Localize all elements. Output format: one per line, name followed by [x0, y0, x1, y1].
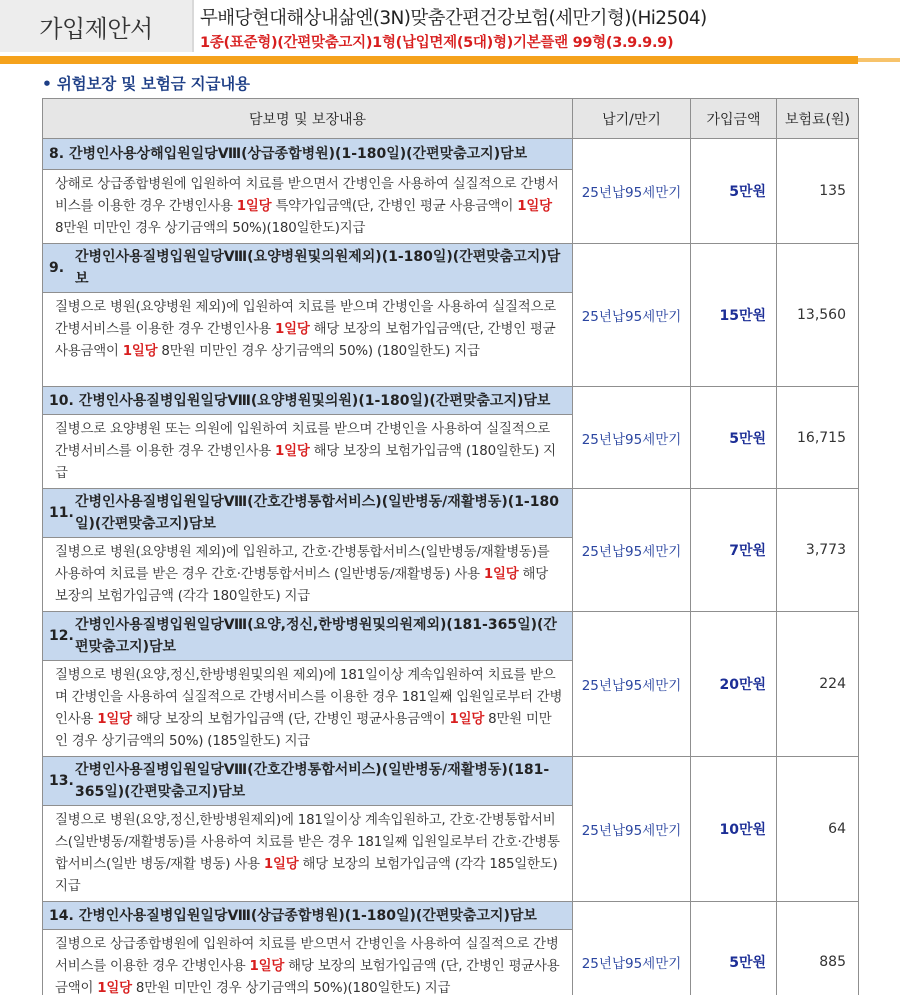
header-coverage: 담보명 및 보장내용 — [43, 99, 573, 139]
desc-highlight: 1일당 — [122, 344, 158, 359]
coverage-title-row — [43, 387, 859, 415]
premium-cell: 3,773 — [777, 489, 859, 612]
coverage-description — [43, 415, 573, 489]
term-cell: 25년납95세만기 — [573, 612, 691, 757]
premium-cell: 135 — [777, 139, 859, 244]
coverage-description — [43, 170, 573, 244]
amount-cell: 20만원 — [691, 612, 777, 757]
coverage-description — [43, 806, 573, 902]
desc-highlight: 1일당 — [236, 199, 272, 214]
desc-text: 해당 보장의 보험가입금액 (단, 간병인 평균사용금액이 — [131, 712, 450, 727]
desc-text: 8만원 미만인 경우 상기금액의 50%)(180일한도) 지급 — [131, 981, 451, 995]
coverage-title-cell — [43, 387, 573, 415]
term-cell: 25년납95세만기 — [573, 387, 691, 489]
desc-highlight: 1일당 — [517, 199, 552, 214]
amount-cell: 5만원 — [691, 387, 777, 489]
coverage-title-row — [43, 489, 859, 538]
desc-highlight: 1일당 — [97, 712, 132, 727]
desc-highlight: 1일당 — [449, 712, 485, 727]
header-accent-bar-tail — [858, 58, 900, 62]
coverage-title-row — [43, 244, 859, 293]
desc-highlight: 1일당 — [275, 322, 310, 337]
coverage-number: 9. — [49, 260, 65, 276]
amount-cell: 5만원 — [691, 902, 777, 995]
coverage-title: 간병인사용질병입원일당Ⅷ(요양,정신,한방병원및의원제외)(181-365일)(간편맞춤고지)담보 — [75, 617, 557, 655]
coverage-title-cell — [43, 139, 573, 170]
amount-cell: 7만원 — [691, 489, 777, 612]
coverage-description — [43, 538, 573, 612]
desc-highlight: 1일당 — [249, 959, 285, 974]
desc-text: 상해로 상급종합병원에 입원하여 치료를 받으면서 간병인을 사용하여 실질적으로 간병서비스를 이용한 경우 간병인사용 — [55, 177, 559, 214]
desc-text: 해당 보장의 보험가입금액 (각각 180일한도) 지급 — [55, 567, 548, 604]
coverage-title-cell — [43, 902, 573, 930]
coverage-title: 간병인사용질병입원일당Ⅷ(요양병원및의원제외)(1-180일)(간편맞춤고지)담보 — [75, 249, 561, 287]
desc-text: 해당 보장의 보험가입금액 (각각 185일한도) 지급 — [55, 857, 558, 894]
term-cell: 25년납95세만기 — [573, 244, 691, 387]
coverage-title-row — [43, 612, 859, 661]
coverage-number: 14. — [49, 907, 74, 924]
document-title: 가입제안서 — [0, 0, 192, 52]
desc-text: 8만원 미만인 경우 상기금액의 50%) (185일한도) 지급 — [55, 712, 552, 749]
desc-text: 질병으로 요양병원 또는 의원에 입원하여 치료를 받으며 간병인을 사용하여 실질적으로 간병서비스를 이용한 경우 간병인사용 — [55, 422, 550, 459]
coverage-number: 12. — [49, 628, 74, 644]
premium-cell: 64 — [777, 757, 859, 902]
amount-cell: 5만원 — [691, 139, 777, 244]
coverage-description — [43, 293, 573, 387]
coverage-description — [43, 930, 573, 995]
term-cell: 25년납95세만기 — [573, 902, 691, 995]
coverage-title-cell — [43, 244, 573, 293]
coverage-title-row — [43, 757, 859, 806]
coverage-title-row — [43, 139, 859, 170]
coverage-number: 11. — [49, 505, 74, 521]
coverage-title: 간병인사용질병입원일당Ⅷ(상급종합병원)(1-180일)(간편맞춤고지)담보 — [78, 907, 537, 924]
desc-text: 질병으로 병원(요양,정신,한방병원제외)에 181일이상 계속입원하고, 간호·간병통합서비스(일반병동/재활병동)를 사용하여 치료를 받은 경우 181일째 입원일로부터 간호·간병통합서비스(일반 병동/재활 병동) 사용 — [55, 813, 560, 872]
desc-text: 질병으로 병원(요양병원 제외)에 입원하고, 간호·간병통합서비스(일반병동/재활병동)를 사용하여 치료를 받은 경우 간호·간병통합서비스 (일반병동/재활병동) 사용 — [55, 545, 550, 582]
desc-text: 질병으로 병원(요양,정신,한방병원및의원 제외)에 181일이상 계속입원하여 치료를 받으며 간병인을 사용하여 실질적으로 간병서비스를 이용한 경우 181일째 입원일로부터 간병인사용 — [55, 668, 563, 727]
header-amount: 가입금액 — [691, 99, 777, 139]
coverage-description — [43, 661, 573, 757]
coverage-title-cell — [43, 489, 573, 538]
amount-cell: 15만원 — [691, 244, 777, 387]
premium-cell: 885 — [777, 902, 859, 995]
desc-text: 해당 보장의 보험가입금액 (단, 간병인 평균사용금액이 — [55, 959, 560, 995]
desc-highlight: 1일당 — [263, 857, 299, 872]
desc-highlight: 1일당 — [483, 567, 519, 582]
section-title: • 위험보장 및 보험금 지급내용 — [42, 75, 250, 93]
coverage-title: 간병인사용상해입원일당Ⅷ(상급종합병원)(1-180일)(간편맞춤고지)담보 — [68, 146, 528, 162]
desc-text: 질병으로 병원(요양병원 제외)에 입원하여 치료를 받으며 간병인을 사용하여 실질적으로 간병서비스를 이용한 경우 간병인사용 — [55, 300, 556, 337]
desc-text: 해당 보장의 보험가입금액 (180일한도) 지급 — [55, 444, 556, 481]
premium-cell: 16,715 — [777, 387, 859, 489]
header-term: 납기/만기 — [573, 99, 691, 139]
coverage-number: 10. — [49, 392, 74, 409]
desc-text: 질병으로 상급종합병원에 입원하여 치료를 받으면서 간병인을 사용하여 실질적으로 간병서비스를 이용한 경우 간병인사용 — [55, 937, 559, 974]
desc-highlight: 1일당 — [97, 981, 132, 995]
premium-cell: 13,560 — [777, 244, 859, 387]
plan-name: 1종(표준형)(간편맞춤고지)1형(납입면제(5대)형)기본플랜 99형(3.9.9.9) — [200, 35, 674, 51]
benefits-table — [42, 98, 859, 995]
coverage-title-row — [43, 902, 859, 930]
header-premium: 보험료(원) — [777, 99, 859, 139]
desc-text: 특약가입금액(단, 간병인 평균 사용금액이 — [271, 199, 518, 214]
coverage-title-cell — [43, 757, 573, 806]
header-accent-bar — [0, 56, 858, 64]
coverage-title-cell — [43, 612, 573, 661]
term-cell: 25년납95세만기 — [573, 757, 691, 902]
coverage-number: 13. — [49, 773, 74, 789]
desc-text: 8만원 미만인 경우 상기금액의 50%)(180일한도)지급 — [55, 221, 366, 236]
desc-text: 8만원 미만인 경우 상기금액의 50%) (180일한도) 지급 — [157, 344, 480, 359]
table-header-row — [43, 99, 859, 139]
desc-text: 해당 보장의 보험가입금액(단, 간병인 평균사용금액이 — [55, 322, 556, 359]
coverage-title: 간병인사용질병입원일당Ⅷ(요양병원및의원)(1-180일)(간편맞춤고지)담보 — [78, 392, 551, 409]
amount-cell: 10만원 — [691, 757, 777, 902]
term-cell: 25년납95세만기 — [573, 139, 691, 244]
desc-highlight: 1일당 — [275, 444, 310, 459]
term-cell: 25년납95세만기 — [573, 489, 691, 612]
document-header — [0, 0, 900, 62]
product-name: 무배당현대해상내삶엔(3N)맞춤간편건강보험(세만기형)(Hi2504) — [200, 8, 707, 29]
coverage-number: 8. — [49, 146, 65, 162]
coverage-title: 간병인사용질병입원일당Ⅷ(간호간병통합서비스)(일반병동/재활병동)(181-365일)(간편맞춤고지)담보 — [75, 762, 550, 800]
premium-cell: 224 — [777, 612, 859, 757]
header-divider — [192, 0, 194, 52]
coverage-title: 간병인사용질병입원일당Ⅷ(간호간병통합서비스)(일반병동/재활병동)(1-180일)(간편맞춤고지)담보 — [75, 494, 559, 532]
